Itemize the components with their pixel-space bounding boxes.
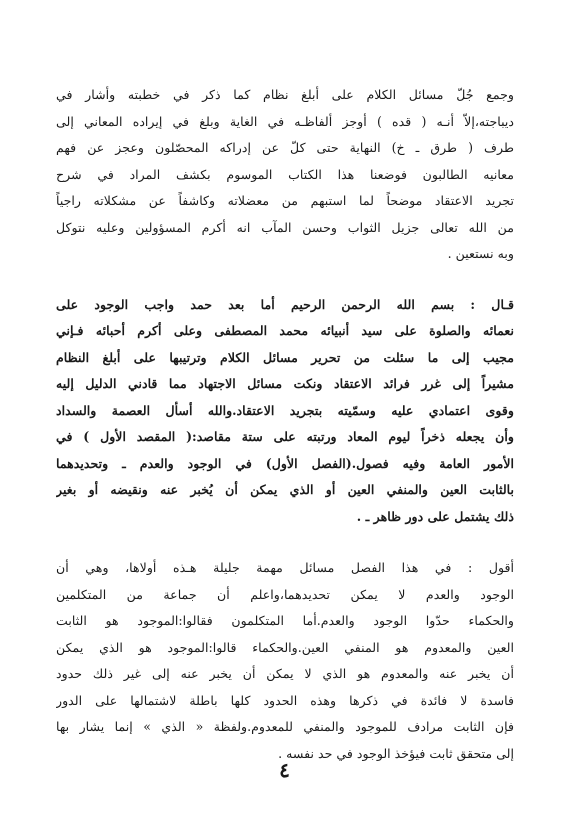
page-number: ٤ [279, 758, 290, 782]
text-line: طرف ( طرق ـ خ) النهاية حتى كلّ عن إدراكه المحصّلون وعجز عن فهم [56, 140, 514, 155]
text-line: وأن يجعله ذخراً ليوم المعاد ورتبته على ستة مقاصد:( المقصد الأول ) في [56, 429, 514, 444]
text-line: وجمع جُلّ مسائل الكلام على أبلغ نظام كما ذكر في خطبته وأشار في [56, 87, 514, 102]
text-line: ذلك يشتمل على دور ظاهر ـ . [356, 508, 514, 524]
text-line: وقوى اعتمادي عليه وسمّيته بتجريد الاعتقاد.والله أسأل العصمة والسداد [56, 402, 514, 418]
text-line: أن يخبر عنه والمعدوم هو الذي لا يمكن أن يخبر عنه إلى غير ذلك حدود [56, 666, 514, 681]
paragraph-spacer [56, 268, 514, 292]
text-line: قـال : بسم الله الرحمن الرحيم أما بعد حمد واجب الوجود على [56, 296, 514, 312]
text-line: العين والمعدوم هو المنفي العين.والحكماء قالوا:الموجود هو الذي يمكن [56, 639, 514, 655]
text-line: ديباجته،إلاّ أنـه ( قده ) أوجز ألفاظـه في الغاية وبلغ في إيراده المعاني إلى [56, 113, 514, 129]
text-line: فاسدة لا فائدة في ذكرها وهذه الحدود كلها باطلة لاشتمالها على الدور [56, 692, 514, 708]
text-line: الوجود والعدم لا يمكن تحديدهما،واعلم أن جماعة من المتكلمين [56, 586, 514, 602]
text-line: من الله تعالى جزيل الثواب وحسن المآب انه أكرم المسؤولين وعليه نتوكل [56, 219, 514, 235]
text-line: الأمور العامة وفيه فصول.(الفصل الأول) في الوجود والعدم ـ وتحديدهما [56, 455, 514, 471]
page-body [56, 82, 514, 767]
text-line: مشيراً إلى غرر فرائد الاعتقاد ونكت مسائل الاجتهاد مما قادني الدليل إليه [56, 376, 514, 391]
paragraph-intro [56, 82, 514, 268]
text-line: فإن الثابت مرادف للموجود والمنفي للمعدوم.ولفظة « الذي » إنما يشار بها [56, 719, 514, 734]
paragraph-sharh [56, 555, 514, 767]
text-line: وبه نستعين . [447, 246, 514, 261]
text-line: معانيه الطالبون فوضعنا هذا الكتاب الموسوم بكشف المراد في شرح [56, 166, 514, 182]
text-line: أقول : في هذا الفصل مسائل مهمة جليلة هـذه أولاها، وهي أن [56, 560, 514, 575]
text-line: مجيب إلى ما سئلت من تحرير مسائل الكلام وترتيبها على أبلغ النظام [56, 349, 514, 365]
paragraph-matn [56, 292, 514, 531]
text-line: بالثابت العين والمنفي العين أو الذي يمكن أن يُخبر عنه ونقيضه أو بغير [56, 482, 514, 497]
text-line: تجريد الاعتقاد موضحاً لما استبهم من معضلاته وكاشفاً عن مشكلاته راجياً [56, 193, 514, 208]
text-line: والحكماء حدّوا الوجود والعدم.أما المتكلمون فقالوا:الموجود هو الثابت [56, 613, 514, 628]
paragraph-spacer [56, 530, 514, 555]
text-line: نعمائه والصلوة على سيد أنبيائه محمد المصطفى وعلى أكرم أحبائه فـإني [56, 323, 514, 338]
text-line: إلى متحقق ثابت فيؤخذ الوجود في حد نفسه . [278, 745, 514, 761]
